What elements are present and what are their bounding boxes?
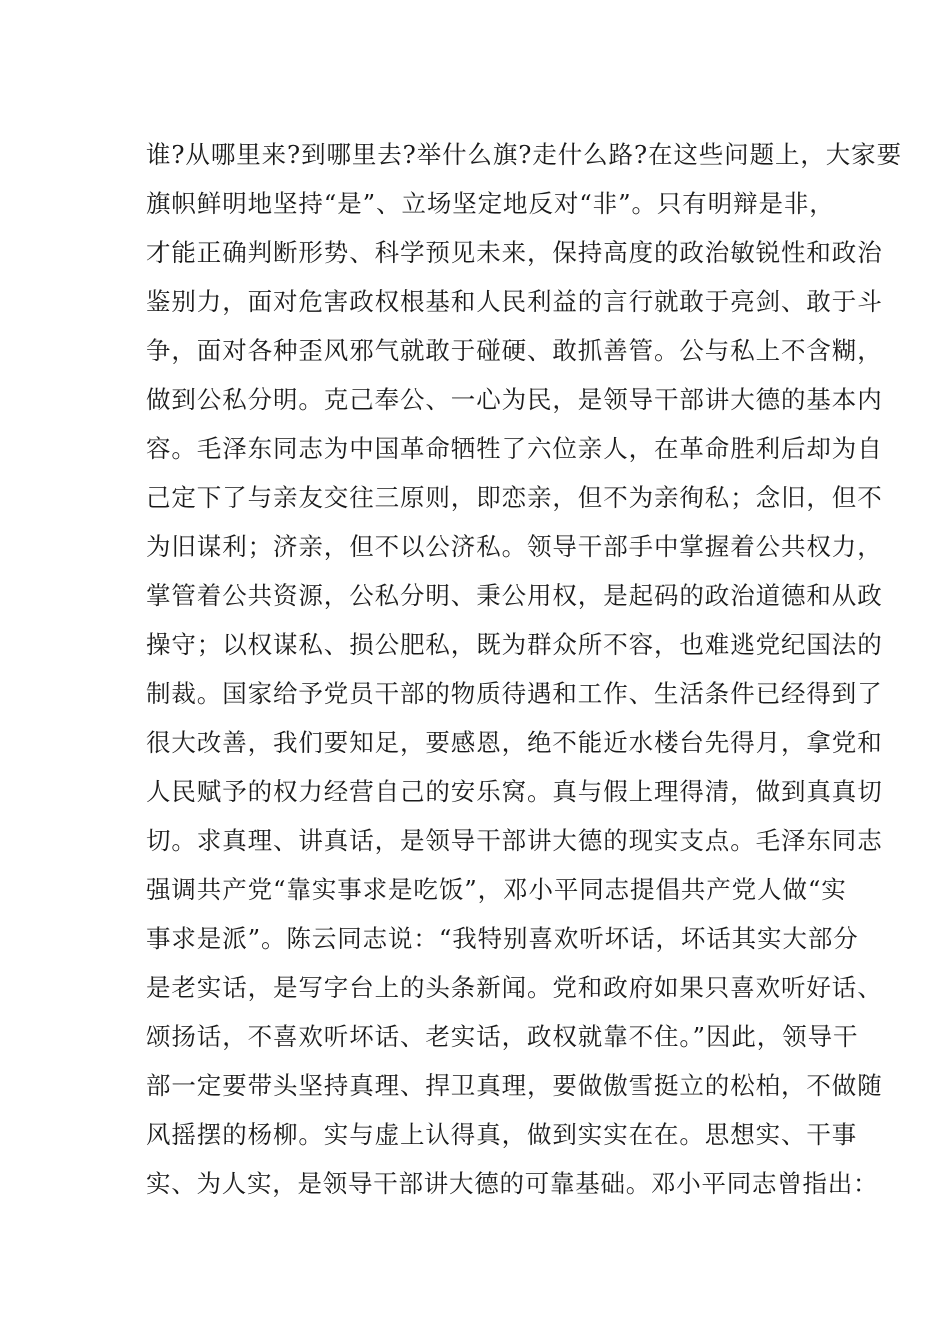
text-line: 争，面对各种歪风邪气就敢于碰硬、敢抓善管。公与私上不含糊，: [146, 336, 883, 365]
text-line: 是老实话，是写字台上的头条新闻。党和政府如果只喜欢听好话、: [146, 973, 883, 1002]
text-line: 掌管着公共资源，公私分明、秉公用权，是起码的政治道德和从政: [146, 581, 883, 610]
text-line: 容。毛泽东同志为中国革命牺牲了六位亲人，在革命胜利后却为自: [146, 434, 883, 463]
text-line: 谁?从哪里来?到哪里去?举什么旗?走什么路?在这些问题上，大家要: [146, 140, 902, 169]
text-line: 很大改善，我们要知足，要感恩，绝不能近水楼台先得月，拿党和: [146, 728, 883, 757]
text-line: 鉴别力，面对危害政权根基和人民利益的言行就敢于亮剑、敢于斗: [146, 287, 883, 316]
body-text: [146, 130, 902, 1208]
text-line: 操守；以权谋私、损公肥私，既为群众所不容，也难逃党纪国法的: [146, 630, 883, 659]
text-line: 制裁。国家给予党员干部的物质待遇和工作、生活条件已经得到了: [146, 679, 883, 708]
text-line: 切。求真理、讲真话，是领导干部讲大德的现实支点。毛泽东同志: [146, 826, 883, 855]
text-line: 做到公私分明。克己奉公、一心为民，是领导干部讲大德的基本内: [146, 385, 883, 414]
text-line: 实、为人实，是领导干部讲大德的可靠基础。邓小平同志曾指出：: [146, 1169, 879, 1198]
text-line: 风摇摆的杨柳。实与虚上认得真，做到实实在在。思想实、干事: [146, 1120, 858, 1149]
text-line: 旗帜鲜明地坚持“是”、立场坚定地反对“非”。只有明辩是非，: [146, 189, 835, 218]
text-line: 部一定要带头坚持真理、捍卫真理，要做傲雪挺立的松柏，不做随: [146, 1071, 883, 1100]
text-line: 事求是派”。陈云同志说：“我特别喜欢听坏话，坏话其实大部分: [146, 924, 859, 953]
text-line: 才能正确判断形势、科学预见未来，保持高度的政治敏锐性和政治: [146, 238, 883, 267]
text-line: 强调共产党“靠实事求是吃饭”，邓小平同志提倡共产党人做“实: [146, 875, 847, 904]
text-line: 己定下了与亲友交往三原则，即恋亲，但不为亲徇私；念旧，但不: [146, 483, 883, 512]
text-line: 为旧谋利；济亲，但不以公济私。领导干部手中掌握着公共权力，: [146, 532, 883, 561]
text-line: 人民赋予的权力经营自己的安乐窝。真与假上理得清，做到真真切: [146, 777, 883, 806]
text-line: 颂扬话，不喜欢听坏话、老实话，政权就靠不住。”因此，领导干: [146, 1022, 859, 1051]
